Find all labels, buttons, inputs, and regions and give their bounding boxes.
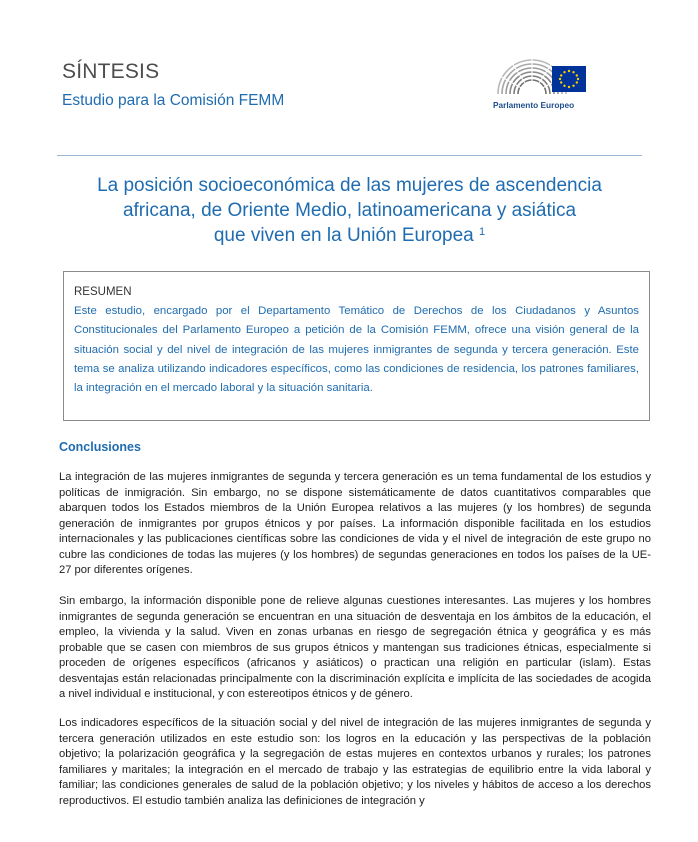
title-line-1: La posición socioeconómica de las mujeres de ascendencia xyxy=(97,175,602,196)
logo-caption: Parlamento Europeo xyxy=(493,100,575,110)
conclusions-paragraph-2: Sin embargo, la información disponible pone de relieve algunas cuestiones interesantes. Las mujeres y los hombres inmigrantes de segunda generación se encuentran en una situación de desventaja en los ámbitos de la educación, el empleo, la vivienda y la salud. Viven en zonas urbanas en riesgo de segregación étnica y geográfica y es más probable que se casen con miembros de sus grupos étnicos y mantengan sus tradiciones étnicas, especialmente si proceden de orígenes específicos (africanos y asiáticos) o practican una religión en particular (islam). Estas desventajas están relacionadas principalmente con la discriminación explícita e implícita de las sociedades de acogida a nivel individual e institucional, y con estereotipos étnicos y de género. xyxy=(59,595,651,701)
conclusions-heading: Conclusiones xyxy=(59,440,141,454)
abstract-text: Este estudio, encargado por el Departamento Temático de Derechos de los Ciudadanos y Asuntos Constitucionales del Parlamento Europeo a petición de la Comisión FEMM, ofrece una visión general de la situación social y del nivel de integración de las mujeres inmigrantes de segunda y tercera generación. Este tema se analiza utilizando indicadores específicos, como las condiciones de residencia, los patrones familiares, la integración en el mercado laboral y la situación sanitaria. xyxy=(74,305,639,395)
document-type-label: SÍNTESIS xyxy=(62,60,160,83)
footnote-reference[interactable]: 1 xyxy=(479,226,486,238)
document-subtitle: Estudio para la Comisión FEMM xyxy=(62,92,285,109)
abstract-box xyxy=(63,271,650,421)
document-title xyxy=(57,173,642,248)
title-line-2: africana, de Oriente Medio, latinoamericana y asiática xyxy=(122,200,577,221)
conclusions-paragraph-1: La integración de las mujeres inmigrantes de segunda y tercera generación es un tema fundamental de los estudios y políticas de inmigración. Sin embargo, no se dispone sistemáticamente de datos cuantitativos comparables que abarquen todos los Estados miembros de la Unión Europea relativos a las mujeres (y los hombres) de segunda generación de inmigrantes por grupos étnicos y por países. La información disponible facilitada en los estudios internacionales y las publicaciones científicas sobre las condiciones de vida y el nivel de integración de este grupo no cubre las condiciones de todas las mujeres (y los hombres) de segundas generaciones en todos los países de la UE-27 por diferentes orígenes. xyxy=(59,471,651,577)
abstract-heading: RESUMEN xyxy=(74,286,132,298)
title-line-3 xyxy=(57,223,642,248)
header-divider xyxy=(57,155,642,156)
conclusions-paragraph-3: Los indicadores específicos de la situación social y del nivel de integración de las mujeres inmigrantes de segunda y tercera generación utilizados en este estudio son: los logros en la educación y las perspectivas de la población objetivo; la polarización geográfica y la segregación de estas mujeres en contextos urbanos y rurales; los patrones familiares y maritales; la integración en el mercado de trabajo y las estrategias de equilibrio entre la vida laboral y familiar; las condiciones generales de salud de la población objetivo; y los niveles y hábitos de acceso a los derechos reproductivos. El estudio también analiza las definiciones de integración y xyxy=(59,717,651,807)
title-line-3-text: que viven en la Unión Europea xyxy=(213,225,474,246)
